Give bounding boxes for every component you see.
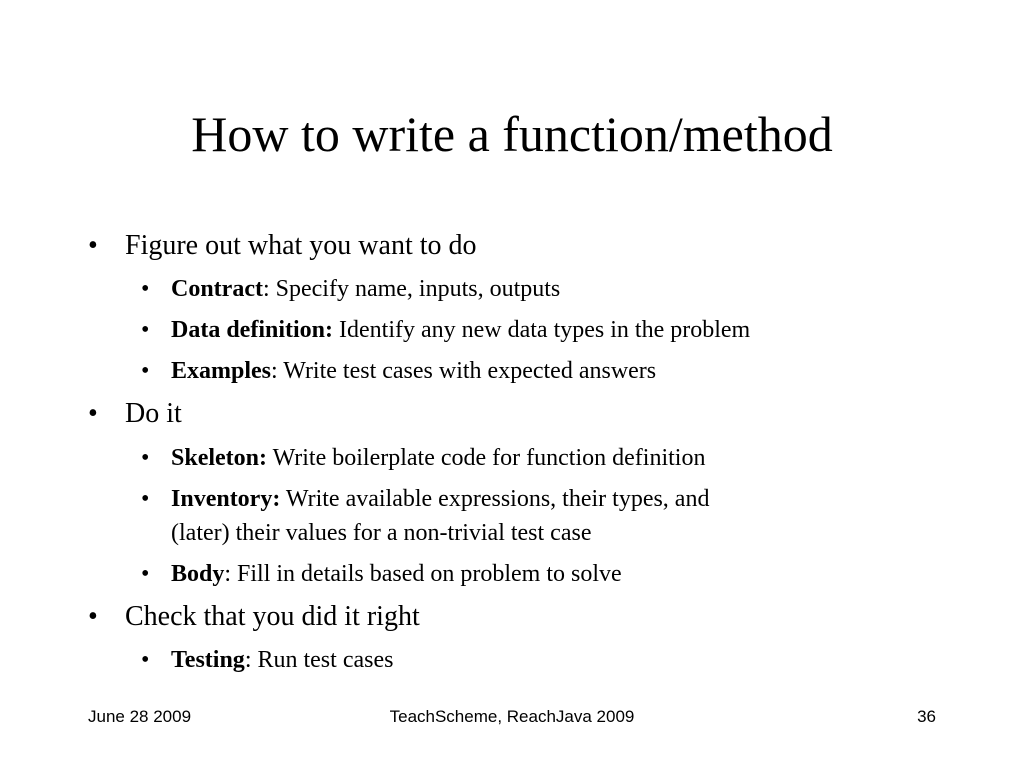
bullet-icon: • <box>141 445 150 471</box>
bullet-icon: • <box>88 230 98 261</box>
term-description: : Specify name, inputs, outputs <box>262 276 561 302</box>
sub-bullet-inventory <box>141 482 710 516</box>
footer-event: TeachScheme, ReachJava 2009 <box>389 707 635 726</box>
term-label: Data definition: <box>171 317 333 343</box>
bullet-icon: • <box>141 647 150 673</box>
bullet-text: Check that you did it right <box>125 601 420 632</box>
term-label: Contract <box>171 276 263 302</box>
term-label: Testing <box>171 647 245 673</box>
bullet-icon: • <box>141 317 150 343</box>
term-description: Identify any new data types in the problem <box>333 317 751 343</box>
bullet-icon: • <box>141 276 150 302</box>
page-number: 36 <box>917 707 936 726</box>
bullet-icon: • <box>88 398 98 429</box>
sub-bullet-examples <box>141 354 657 388</box>
term-label: Skeleton: <box>171 445 267 471</box>
sub-bullet-data-definition <box>141 313 751 347</box>
bullet-text: Do it <box>125 398 182 429</box>
term-label: Examples <box>171 358 272 384</box>
bullet-text: Figure out what you want to do <box>125 230 477 261</box>
sub-bullet-contract <box>141 272 561 306</box>
term-description: Write boilerplate code for function definition <box>267 445 706 471</box>
footer-date: June 28 2009 <box>88 707 192 726</box>
bullet-item-do-it <box>88 398 182 430</box>
term-description: : Run test cases <box>244 647 394 673</box>
bullet-icon: • <box>141 486 150 512</box>
bullet-icon: • <box>141 561 150 587</box>
term-description: : Fill in details based on problem to solve <box>224 561 622 587</box>
bullet-item-figure-out <box>88 230 477 262</box>
term-description: : Write test cases with expected answers <box>271 358 657 384</box>
sub-bullet-testing <box>141 643 394 677</box>
sub-bullet-body <box>141 557 622 591</box>
term-description: Write available expressions, their types, and <box>280 486 710 512</box>
term-description-continued: (later) their values for a non-trivial test case <box>171 520 592 546</box>
term-label: Inventory: <box>171 486 281 512</box>
slide-title: How to write a function/method <box>191 106 833 162</box>
bullet-icon: • <box>141 358 150 384</box>
bullet-item-check <box>88 601 420 633</box>
sub-bullet-inventory-continued <box>171 516 591 550</box>
bullet-icon: • <box>88 601 98 632</box>
sub-bullet-skeleton <box>141 441 706 475</box>
term-label: Body <box>171 561 225 587</box>
